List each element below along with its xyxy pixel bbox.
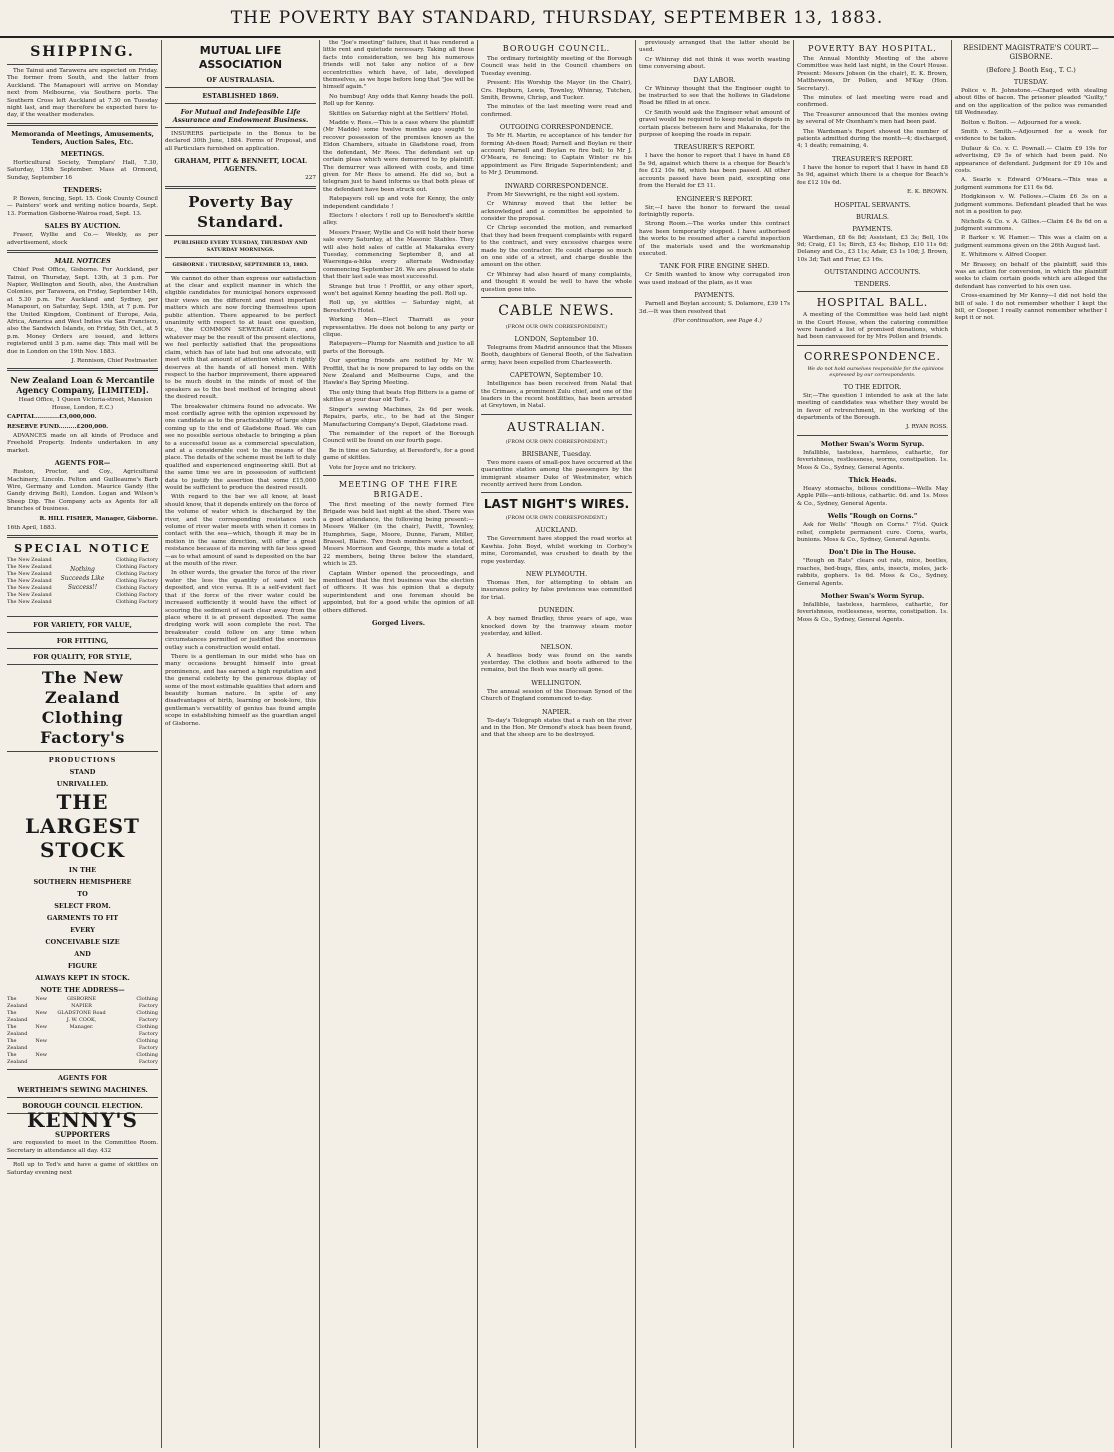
- hemisphere-line: IN THE: [68, 866, 97, 875]
- hospital-paragraph: The Wardsman's Report showed the number of patients admitted during the month—4; discharged, 4; 1 death; remaining, 4.: [797, 128, 948, 150]
- court-paragraph: Nicholls & Co. v. A. Gillies.—Claim £4 8s 6d on a judgment summons.: [955, 218, 1107, 232]
- to-the-editor: TO THE EDITOR.: [843, 382, 902, 391]
- leader-paragraph: There is a gentleman in our midst who has on many occasions brought himself into great prominence, and has earned a high reputation and the general celebrity by the generous display of some of the most estimable qualities that adorn and beautify human nature. In spite of any disadvantages of birth, learning or book-lore, this gentleman's versatility of genius has found ample scope in establishing himself as the guardian angel of Gisborne.: [165, 653, 316, 727]
- hospital-heading: POVERTY BAY HOSPITAL.: [808, 44, 937, 53]
- divider: [323, 475, 474, 476]
- column-6: [794, 40, 952, 1448]
- news-paragraph: Messrs Fraser, Wyllie and Co will hold their horse sale every Saturday, at the Masonic Stables. They will also hold sales of cattle at Makaraka every Tuesday, commencing September 8, and at Waerenga-a-hika every alternate Wednesday commencing September 26. We are pleased to state that their last sale was most successful.: [323, 229, 474, 281]
- ad-text: Heavy stomachs, bilious conditions—Wells May Apple Pills—anti-bilious, cathartic. 6d. and 1s. Moss & Co., Sydney, General Agents.: [797, 486, 948, 507]
- divider: [797, 345, 948, 346]
- divider: [165, 186, 316, 189]
- divider: [7, 648, 158, 649]
- news-paragraph: Working Men—Elect Tharratt as your representative. He does not belong to any party or clique.: [323, 317, 474, 339]
- newplymouth-heading: NEW PLYMOUTH.: [525, 570, 588, 579]
- special-notice-block: [7, 557, 158, 613]
- value-line: FOR QUALITY, FOR STYLE,: [33, 653, 132, 662]
- gorged-livers-heading: Gorged Livers.: [371, 619, 426, 628]
- leader-paragraph: In other words, the greater the force of the river water the less the quantity of sand will be deposited, and vice versa. It is a self-evident fact that if the force of the river water could be increased sufficiently it would have the effect of scouring the sediment of each clear away from the place where it is at present deposited. The same dredging work will soon complete the rest. The breakwater could follow on any time when circumstances permitted or justified the enormous outlay such a construction would entail.: [165, 570, 316, 651]
- productions-line: UNRIVALLED.: [56, 780, 109, 789]
- tenders-text: P. Bowen, fencing, Sept. 15. Cook County Council— Painters' work and writing notice boards, Sept. 13. Formation Gisborne-Wairoa road, Sept. 13.: [7, 196, 158, 217]
- mutual-text: INSURERS participate in the Bonus to be declared 30th June, 1884. Forms of Proposal, and all Particulars furnished on application.: [165, 131, 316, 152]
- council-paragraph: I have the honor to report that I have in hand £8 5s 9d, against which there is a cheque for Beach's fee £12 10s 6d, which has been passed. All other accounts passed have been paid, excepting one from the Herald for £5 11.: [639, 153, 790, 190]
- divider: [797, 291, 948, 292]
- court-paragraph: P. Barker v. W. Hamer.— This was a claim on a judgment summons given on the 26th August last.: [955, 235, 1107, 249]
- tuesday-heading: TUESDAY.: [1013, 78, 1049, 86]
- wires-paragraph: To-day's Telegraph states that a rash on the river and in the Hon. Mr Ormond's stock has been found, and that the sheep are to be destroyed.: [481, 717, 632, 739]
- ad-heading: Thick Heads.: [848, 476, 897, 484]
- special-notice-heading: SPECIAL NOTICE: [14, 542, 151, 556]
- column-5: [636, 40, 794, 1448]
- dateline: GISBORNE : THURSDAY, SEPTEMBER 13, 1883.: [172, 261, 309, 268]
- council-paragraph: From Mr Sievwright, re the night soil system.: [487, 191, 620, 198]
- divider: [481, 492, 632, 493]
- cable-sub: (FROM OUR OWN CORRESPONDENT.): [505, 515, 608, 522]
- special-right-item: Clothing Factory: [136, 1024, 158, 1038]
- wires-paragraph: A headless body was found on the sands yesterday. The clothes and boots adhered to the remains, but the flesh was nearly all gone.: [481, 652, 632, 674]
- tank-heading: TANK FOR FIRE ENGINE SHED.: [659, 262, 770, 271]
- value-line: FOR FITTING,: [56, 637, 109, 646]
- council-paragraph: To Mr H. Martin, re acceptance of his tender for forming Ah-deen Road; Parnell and Boylan re their account; Parnell and Boylan re fire bell; to Mr J. O'Meara, re fencing; to Captain Winter re his appointment as Fire Brigade Superintendent; and to Mr J. Drummond.: [481, 133, 632, 177]
- cable-sub: (FROM OUR OWN CORRESPONDENT.): [505, 323, 608, 330]
- mutual-heading: MUTUAL LIFE ASSOCIATION: [198, 44, 283, 71]
- memoranda-heading: Memoranda of Meetings, Amusements, Tenders, Auction Sales, Etc.: [11, 129, 154, 146]
- council-paragraph: Strong Room.—The works under this contract have been temporarily stopped. I have authorised the works to be resumed after a careful inspection of the materials used and the workmanship executed.: [639, 221, 790, 257]
- special-left-item: The New Zealand: [7, 996, 47, 1010]
- hemisphere-line: CONCEIVABLE SIZE: [45, 938, 120, 947]
- special-right-list: [113, 557, 158, 613]
- court-paragraph: Police v. R. Johnstone.—Charged with stealing about 6lbs of bacon. The prisoner pleaded "Guilty," and on the application of the police was remanded till Wednesday.: [955, 88, 1107, 117]
- ad-heading: Mother Swan's Worm Syrup.: [820, 592, 925, 601]
- court-paragraph: Mr Brassey, on behalf of the plaintiff, said this was an action for conversion, in which the plaintiff seeks to claim certain goods which are alleged the defendant has converted to his own use.: [955, 261, 1107, 290]
- council-paragraph: Cr Chrisp seconded the motion, and remarked that they had been frequent complaints with regard to the contract, and very excessive charges were made by the contractor. He could charge so much on one side of a street, and charge double the amount on the other.: [481, 225, 632, 269]
- special-right-item: Clothing Factory: [136, 1038, 158, 1052]
- engineer-heading: ENGINEER'S REPORT.: [676, 194, 753, 203]
- court-paragraph: E. Whitmore v. Alfred Cooper.: [961, 252, 1047, 259]
- established: ESTABLISHED 1869.: [202, 92, 279, 100]
- divider: [7, 250, 158, 253]
- agents-text: Ruston, Proctor, and Coy., Agricultural Machinery, Lincoln. Felton and Guilleaume's Barb Wire, Germany and London. Maurice Gandy (the Gandy driving Belt), London. Logan and Wilson's Sheep Dip. The Company acts as Agents for all branches of business.: [7, 469, 158, 513]
- hemisphere-line: AND: [74, 950, 91, 959]
- special-left-item: The New Zealand: [7, 585, 52, 592]
- productions-line: STAND: [69, 768, 96, 777]
- borough-election: BOROUGH COUNCIL ELECTION.: [22, 1102, 143, 1111]
- court-paragraph: Bolton v. Bolton. — Adjourned for a week.: [961, 119, 1082, 126]
- ad-text: Ask for Wells' "Rough on Corns." 7½d. Quick relief, complete permanent cure. Corns, warts, bunions. Moss & Co., Sydney, General Agents.: [797, 522, 948, 544]
- nzloan-sign: R. HILL FISHER, Manager, Gisborne.: [39, 515, 158, 522]
- special-middle: Nothing Succeeds Like Success!!: [60, 566, 105, 592]
- hospital-paragraph: The Annual Monthly Meeting of the above Committee was held last night, in the Court House. Present: Messrs Jobson (in the chair), E. K. Brown, Matthewson, Dr Pollen, and M'Kay (Hon. Secretary).: [797, 56, 948, 92]
- mutual-for: For Mutual and Indefeasible Life Assurance and Endowment Business.: [172, 108, 309, 124]
- divider: [7, 632, 158, 633]
- address-mid: [54, 996, 109, 1066]
- kenny-text-2: Roll up to Ted's and have a game of skittles on Saturday evening next: [7, 1162, 158, 1176]
- divider: [797, 435, 948, 436]
- mutual-sub: OF AUSTRALASIA.: [206, 76, 275, 84]
- address-line: NAPIER: [71, 1003, 92, 1010]
- special-left-item: The New Zealand: [7, 578, 52, 585]
- divider: [165, 257, 316, 258]
- masthead: THE POVERTY BAY STANDARD, THURSDAY, SEPTEMBER 13, 1883.: [0, 0, 1114, 38]
- council-paragraph: Parnell and Boylan account; S. Dolamore, £39 17s 3d.—It was then resolved that: [639, 301, 790, 315]
- cable-paragraph: Intelligence has been received from Natal that the Crimaes, a prominent Zulu chief, and one of the leaders in the recent hostilities, has been arrested at Greytown, in Natal.: [481, 381, 632, 410]
- tenders-heading: TENDERS:: [63, 186, 102, 195]
- value-line: FOR VARIETY, FOR VALUE,: [33, 621, 132, 630]
- court-paragraph: A. Searle v. Edward O'Meara.—This was a judgment summons for £11 6s 6d.: [955, 177, 1107, 191]
- mail-sign: J. Rennison, Chief Postmaster.: [71, 357, 158, 364]
- council-paragraph: Cr Whinray moved that the letter be acknowledged and a committee be appointed to consider the proposal.: [481, 201, 632, 222]
- divider: [7, 1069, 158, 1070]
- nzloan-reserve: RESERVE FUND.........£200,000.: [7, 423, 109, 430]
- special-right-item: Clothing Factory: [115, 578, 158, 585]
- court-paragraph: Smith v. Smith.—Adjourned for a week for evidence to be taken.: [955, 129, 1107, 143]
- kenny-heading: KENNY'S: [26, 1108, 139, 1133]
- ad-text: "Rough on Rats" clears out rats, mice, beetles, roaches, bed-bugs, flies, ants, insects, moles, jack-rabbits, gophers. 1s 6d. Moss & Co., Sydney, General Agents.: [797, 558, 948, 587]
- meetings-heading: MEETINGS.: [60, 149, 105, 158]
- largest-stock: THE LARGEST STOCK: [25, 790, 140, 863]
- divider: [165, 127, 316, 128]
- hospital-paragraph: Wardsman, £8 6s 8d; Assistant, £3 3s; Bell, 10s 9d; Craig, £1 1s; Birch, £3 4s; Bishop, £10 11s 6d; Delaney and Co., £3 11s; Adair, £3 1s 10d; J. Brown, 10s 3d; Tait and Friar, £3 16s.: [797, 234, 948, 263]
- special-right-item: Clothing Factory: [115, 557, 158, 564]
- correspondence-note: We do not hold ourselves responsible for the opinions expressed by our correspondents.: [807, 365, 944, 379]
- outgoing-heading: OUTGOING CORRESPONDENCE.: [499, 123, 614, 132]
- nzloan-date: 16th April, 1883.: [7, 525, 56, 532]
- divider: [7, 64, 158, 65]
- fire-brigade-heading: MEETING OF THE FIRE BRIGADE.: [338, 479, 459, 499]
- hemisphere-line: SELECT FROM.: [54, 902, 111, 911]
- productions-line: PRODUCTIONS: [48, 756, 117, 765]
- special-right-item: Clothing Factory: [115, 571, 158, 578]
- last-nights-wires-heading: LAST NIGHT'S WIRES.: [483, 497, 630, 512]
- australian-heading: AUSTRALIAN.: [507, 419, 606, 434]
- special-right-item: Clothing Factory: [136, 996, 158, 1010]
- special-right-item: Clothing Factory: [115, 585, 158, 592]
- divider: [165, 87, 316, 88]
- kenny-text: are requested to meet in the Committee Room. Secretary in attendance all day. 432: [7, 1140, 158, 1154]
- sales-heading: SALES BY AUCTION.: [44, 222, 121, 231]
- address-line: GLADSTONE Road: [57, 1010, 106, 1017]
- news-paragraph: Ratepayers—Plump for Nasmith and justice to all parts of the Borough.: [323, 341, 474, 355]
- divider: [7, 535, 158, 538]
- address-line: J. W. COOK, Manager.: [66, 1017, 97, 1031]
- published-note: PUBLISHED EVERY TUESDAY, THURSDAY AND SATURDAY MORNINGS.: [173, 239, 308, 253]
- address-right: [116, 996, 158, 1066]
- graham-number: 227: [305, 175, 316, 182]
- special-right-item: Clothing Factory: [115, 592, 158, 599]
- news-paragraph: Be in time on Saturday, at Beresford's, for a good game of skittles.: [323, 447, 474, 462]
- standard-title: Poverty Bay Standard.: [188, 192, 293, 231]
- special-left-item: The New Zealand: [7, 1052, 47, 1066]
- wires-paragraph: A boy named Bradley, three years of age, was knocked down by the tramway steam motor yesterday, and killed.: [481, 616, 632, 638]
- treasurer-heading: TREASURER'S REPORT.: [673, 143, 755, 152]
- divider: [165, 235, 316, 236]
- divider: [7, 368, 158, 371]
- council-paragraph: Cr Whinray had also heard of many complaints, and thought it would be well to have the whole question gone into.: [481, 271, 632, 293]
- shipping-text: The Tainui and Tarawera are expected on Friday. The former from South, and the latter from Auckland. The Manapouri will arrive on Monday next from Melbourne, via Southern ports. The Southern Cross left Auckland at 7.30 on Tuesday night last, and may therefore be expected here to-day, if the weather moderates.: [7, 68, 158, 119]
- hemisphere-line: GARMENTS TO FIT: [46, 914, 119, 923]
- news-paragraph: Singer's sewing Machines, 2s 6d per week. Repairs, parts, etc., to be had at the Singer Manufacturing Company's Depot, Gladstone road.: [323, 406, 474, 428]
- capetown-heading: CAPETOWN, September 10.: [509, 371, 604, 380]
- hemisphere-line: EVERY: [70, 926, 95, 935]
- council-paragraph: Present: His Worship the Mayor (in the Chair), Crs. Hepburn, Lewis, Townley, Whinray, Tutchen, Smith, Browne, Chrisp, and Tucker.: [481, 80, 632, 102]
- leader-paragraph: The breakwater chimera found no advocate. We most cordially agree with the opinion expressed by one candidate as to the practicability of large ships coming up to the end of Gladstone Road. We can see no possible serious obstacle to bringing a plan to a successful issue as a commercial speculation, and at a considerable cost to the means of the place. The details of the scheme must be left to duly qualified and experienced engineering skill. But at the same time we are in possession of sufficient data to justify the assertion that some £15,000 would be sufficient to produce the desired result.: [165, 403, 316, 491]
- council-paragraph: Cr Smith would ask the Engineer what amount of gravel would be required to keep metal in depots in certain places between here and Makaraka, for the purpose of keeping the roads in repair.: [639, 109, 790, 139]
- special-left-list: [7, 557, 52, 613]
- news-paragraph: the "Joe's meeting" failure, that it has rendered a little rent and quietude necessary. Taking all these facts into consideration, we beg his numerous friends will not take any notice of a few eccentricities which have, of late, developed themselves, as we hope before long that "Joe will be himself again.": [323, 40, 474, 91]
- ad-text: Infallible, tasteless, harmless, cathartic, for feverishness, restlessness, worms, constipation. 1s. Moss & Co., Sydney, General Agents.: [797, 449, 948, 471]
- brisbane-heading: BRISBANE, Tuesday.: [521, 449, 592, 458]
- news-paragraph: The remainder of the report of the Borough Council will be found on our fourth page.: [323, 430, 474, 445]
- news-paragraph: Madde v. Rees.—This is a case where the plaintiff (Mr Madde) some twelve months ago sought to recover possession of the premises known as the Eldon Chambers, situate in Gladstone road, from the defendant, Mr Rees. The defendant set up certain pleas which were demurred to by plaintiff. The demurrer was allowed with costs, and time given for Mr Rees to amend. He did so, but a telegram just to hand informs us that both pleas of the defendant have been struck out.: [323, 120, 474, 193]
- council-paragraph: The minutes of the last meeting were read and confirmed.: [481, 104, 632, 118]
- cable-paragraph: Telegrams from Madrid announce that the Misses Booth, daughters of General Booth, of the Salvation army, have been expelled from Charleswerth.: [481, 344, 632, 366]
- divider: [481, 297, 632, 298]
- news-paragraph: The only thing that beats Hop Bitters is a game of skittles at your dear old Ted's.: [323, 389, 474, 404]
- wires-paragraph: The annual session of the Diocesan Synod of the Church of England commenced to-day.: [481, 688, 632, 703]
- ad-heading: Mother Swan's Worm Syrup.: [820, 439, 925, 448]
- news-paragraph: Roll up, ye skittles — Saturday night, at Beresford's Hotel.: [323, 300, 474, 314]
- divider: [7, 616, 158, 617]
- signature: E. K. BROWN.: [906, 189, 948, 196]
- wellington-heading: WELLINGTON.: [531, 678, 582, 687]
- council-paragraph: previously arranged that the latter should be used.: [639, 40, 790, 54]
- wertheim-machines: WERTHEIM'S SEWING MACHINES.: [17, 1086, 148, 1095]
- fire-brigade-text: The first meeting of the newly formed Fire Brigade was held last night at the shed. There was a good attendance, the following being present:—Messrs Walker (in the chair), Pavitt, Townley, Humphries, Sage, Moore, Dunne, Faram, Miller, Brassel, Blaire. Two fresh members were elected, Messrs Morrison and George, this made a total of 22 members, being three below the standard, which is 25.: [323, 501, 474, 568]
- kenny-heading-row: [7, 1108, 158, 1140]
- shipping-heading: SHIPPING.: [30, 44, 135, 60]
- special-right-item: Clothing Factory: [115, 599, 158, 606]
- news-paragraph: Our sporting friends are notified by Mr W. Profflit, that he is now prepared to lay odds on the New Zealand and Melbourne Cups, and the Hawke's Bay Spring Meeting.: [323, 358, 474, 387]
- special-left-item: The New Zealand: [7, 557, 52, 564]
- payments-heading: PAYMENTS.: [694, 291, 735, 300]
- hemisphere-line: SOUTHERN HEMISPHERE: [33, 878, 132, 887]
- kenny-supporters: SUPPORTERS: [55, 1129, 110, 1139]
- column-1: [4, 40, 162, 1448]
- wires-paragraph: Thomas Hen, for attempting to obtain an insurance policy by false pretences was committed for trial.: [481, 580, 632, 601]
- hospital-paragraph: The Treasurer announced that the monies owing by several of Mr Oxenham's men had been paid.: [797, 111, 948, 126]
- ad-text: Infallible, tasteless, harmless, cathartic, for feverishness, restlessness, worms, constipation. 1s. Moss & Co., Sydney, General Agents.: [797, 602, 948, 623]
- address-block: [7, 996, 158, 1066]
- special-left-item: The New Zealand: [7, 564, 52, 571]
- agents-for: AGENTS FOR: [58, 1074, 107, 1083]
- leader-paragraph: We cannot do other than express our satisfaction at the clear and explicit manner in which the eligible candidates for municipal honors expressed their views on the different and most important matters which are now forcing themselves upon public attention. There appeared to be perfect unanimity with respect to at least one question, viz., the COMMON SEWERAGE claim, and whatever may be the result of the present elections, we feel perfectly satisfied that the propositions claim, which has of late had but one advocate, will meet with that amount of attention which it rightly deserves at the hands of all honest men. With respect to the harbor improvement, there appeared to be much doubt in the minds of most of the speakers as to the best method of bringing about the desired result.: [165, 275, 316, 401]
- divider: [7, 1158, 158, 1159]
- letter-paragraph: Sir,—The question I intended to ask at the late meeting of candidates was whether they would be in favor of retrenchment, in the working of the departments of the Borough.: [797, 392, 948, 421]
- note-address: NOTE THE ADDRESS—: [40, 986, 125, 995]
- special-right-item: Clothing Factory: [136, 1052, 158, 1066]
- special-left-item: The New Zealand: [7, 571, 52, 578]
- divider: [7, 751, 158, 752]
- hospital-servants-heading: HOSPITAL SERVANTS.: [834, 200, 911, 209]
- dunedin-heading: DUNEDIN.: [538, 606, 575, 615]
- clothing-factory-heading: The New Zealand Clothing Factory's: [40, 668, 125, 748]
- cable-sub: (FROM OUR OWN CORRESPONDENT.): [505, 438, 608, 445]
- divider: [7, 664, 158, 665]
- meetings-text: Horticultural Society, Templars' Hall, 7.30, Saturday, 15th September. Mass at Ormond, Sunday, September 16: [7, 159, 158, 181]
- cable-paragraph: Two more cases of small-pox have occurred at the quarantine station among the passengers by the immigrant steamer Duke of Westminster, which recently arrived here from London.: [481, 459, 632, 489]
- special-left-item: The New Zealand: [7, 1010, 47, 1024]
- sales-text: Fraser, Wyllie and Co.— Weekly, as per advertisement, stock: [7, 232, 158, 246]
- council-paragraph: The ordinary fortnightly meeting of the Borough Council was held in the Council chambers on Tuesday evening.: [481, 56, 632, 77]
- fire-brigade-text: Captain Winter opened the proceedings, and mentioned that the first business was the election of officers. It was his opinion that a deputy superintendent and one foreman should be appointed, but for a good while the opinion of all others differed.: [323, 570, 474, 614]
- wires-paragraph: The Government have stopped the road works at Kawhia. John Boyd, whilst working in Corboy's mine, Coromandel, was crushed to death by the rope yesterday.: [481, 536, 632, 565]
- auckland-heading: AUCKLAND.: [535, 526, 578, 535]
- rm-court-heading: RESIDENT MAGISTRATE'S COURT.—GISBORNE.: [963, 44, 1099, 61]
- burials-heading: BURIALS.: [855, 212, 889, 221]
- napier-heading: NAPIER.: [541, 707, 572, 716]
- divider: [165, 272, 316, 273]
- special-left-item: The New Zealand: [7, 1024, 47, 1038]
- special-right-item: Clothing Factory: [136, 1010, 158, 1024]
- news-paragraph: Electors ! electors ! roll up to Beresford's skittle alley.: [323, 212, 474, 227]
- outstanding-heading: OUTSTANDING ACCOUNTS.: [824, 268, 921, 277]
- divider: [481, 414, 632, 415]
- ad-heading: Wells "Rough on Corns.": [827, 512, 918, 521]
- borough-council-heading: BOROUGH COUNCIL.: [502, 44, 611, 53]
- nzloan-capital: CAPITAL............£3,000,000.: [7, 414, 97, 421]
- special-left-item: The New Zealand: [7, 599, 52, 606]
- divider: [7, 123, 158, 126]
- graham-agents: GRAHAM, PITT & BENNETT, LOCAL AGENTS.: [174, 157, 307, 174]
- rm-court-sub: (Before J. Booth Esq., T. C.): [986, 66, 1076, 74]
- hospital-ball-heading: HOSPITAL BALL.: [816, 296, 929, 310]
- special-left-item: The New Zealand: [7, 1038, 47, 1052]
- correspondence-heading: CORRESPONDENCE.: [803, 349, 942, 363]
- nzloan-office: Head Office, 1 Queen Victoria-street, Mansion House, London, E.C.): [18, 397, 153, 411]
- divider: [165, 103, 316, 104]
- special-left-item: The New Zealand: [7, 592, 52, 599]
- mail-text: Chief Post Office, Gisborne. For Auckland, per Tainui, on Thursday, Sept. 13th, at 3 p.m. For Napier, Wellington and South, also, the Australian Colonies, per Tarawera, on Friday, September 14th, at 5.30 p.m. For Auckland and Sydney, per Manapouri, on Saturday, Sept. 15th, at 7 p.m. For the United Kingdom, Continent of Europe, Asia, Africa, America and West Indies via San Francisco, also the Sandwich Islands, on Friday, 5th Oct., at 5 p.m. Money Orders are issued, and letters registered until 3 p.m. same day. This mail will be due in London on the 19th Nov. 1883.: [7, 267, 158, 355]
- nzloan-text: ADVANCES made on all kinds of Produce and Freehold Property. Indents undertaken in any market.: [7, 433, 158, 454]
- column-4: [478, 40, 636, 1448]
- news-paragraph: Skittles on Saturday night at the Settlers' Hotel.: [329, 110, 469, 117]
- columns: [4, 40, 1110, 1448]
- column-7: [952, 40, 1110, 1448]
- letter-sign: J. RYAN ROSS.: [905, 424, 948, 431]
- council-paragraph: Cr Whinray thought that the Engineer ought to be instructed to see that the hollows in Gladstone Road be filled in at once.: [639, 85, 790, 107]
- hemisphere-line: FIGURE: [67, 962, 98, 971]
- court-paragraph: Cross-examined by Mr Kenny—I did not hold the bill of sale. I do not remember whether I kept the bill, or Cooper. I really cannot remember whether I kept it or not.: [955, 293, 1107, 322]
- ad-heading: Don't Die in The House.: [828, 548, 917, 557]
- treasurers-heading: TREASURER'S REPORT.: [831, 154, 913, 163]
- hospital-paragraph: The minutes of last meeting were read and confirmed.: [797, 95, 948, 109]
- payments-heading: PAYMENTS.: [852, 224, 893, 233]
- cable-news-heading: CABLE NEWS.: [498, 302, 615, 319]
- always-in-stock: ALWAYS KEPT IN STOCK.: [35, 974, 130, 983]
- day-labor-heading: DAY LABOR.: [693, 75, 736, 84]
- nelson-heading: NELSON.: [540, 642, 573, 651]
- continuation-note: (For continuation, see Page 4.): [673, 317, 762, 324]
- agents-heading: AGENTS FOR—: [54, 459, 111, 468]
- news-paragraph: Strange but true ! Profflit, or any other sport, won't bet against Kenny heading the poll. Roll up.: [323, 283, 474, 297]
- court-paragraph: Hodgkinson v. W. Fellows.—Claim £6 3s on a judgment summons. Defendant pleaded that he was not in a position to pay.: [955, 194, 1107, 216]
- column-2: [162, 40, 320, 1448]
- council-paragraph: Cr Whinray did not think it was worth wasting time conversing about.: [639, 56, 790, 71]
- london-heading: LONDON, September 10.: [514, 334, 599, 343]
- news-paragraph: No humbug! Any odds that Kenny heads the poll. Roll up for Kenny.: [323, 93, 474, 108]
- hospital-paragraph: A meeting of the Committee was held last night in the Court House, when the catering committee were handed a list of promised donations, which had been canvassed for by Mrs Pollen and friends.: [797, 312, 948, 341]
- nzloan-heading: New Zealand Loan & Mercantile Agency Company, [LIMITED].: [10, 375, 155, 396]
- divider: [7, 1097, 158, 1098]
- hemisphere-line: TO: [77, 890, 88, 899]
- leader-paragraph: With regard to the bar we all know, at least should know, that it depends entirely on the force of the volume of water which is discharged by the river, and the corresponding resistance such volume of river water meets with when it comes in contact with the sea—which, though it may be in motion in the same direction, will offer a great resistance because of its moving with far less speed—as to what amount of sand is deposited on the bar at the mouth of the river.: [165, 494, 316, 568]
- news-paragraph: Ratepayers roll up and vote for Kenny, the only independent candidate !: [323, 196, 474, 210]
- hospital-paragraph: I have the honor to report that I have in hand £8 5s 9d, against which there is a cheque for Beach's fee £12 10s 6d.: [797, 164, 948, 186]
- council-paragraph: Cr Smith wanted to know why corrugated iron was used instead of the plain, as it was: [639, 272, 790, 286]
- address-line: GISBORNE: [66, 996, 97, 1003]
- special-right-item: Clothing Factory: [115, 564, 158, 571]
- inward-heading: INWARD CORRESPONDENCE.: [504, 181, 609, 190]
- address-left: [7, 996, 47, 1066]
- court-paragraph: Dufaur & Co. v. C. Pownall.— Claim £9 19s for advertising, £9 5s of which had been paid. No appearance of defendant. Judgment for £9 10s and costs.: [955, 145, 1107, 175]
- news-paragraph: Vote for Joyce and no trickery.: [329, 464, 417, 471]
- council-paragraph: Sir,—I have the honor to forward the usual fortnightly reports.: [639, 204, 790, 218]
- mail-heading: MAIL NOTICES: [54, 257, 111, 266]
- tenders-heading: TENDERS.: [854, 280, 891, 289]
- column-3: [320, 40, 478, 1448]
